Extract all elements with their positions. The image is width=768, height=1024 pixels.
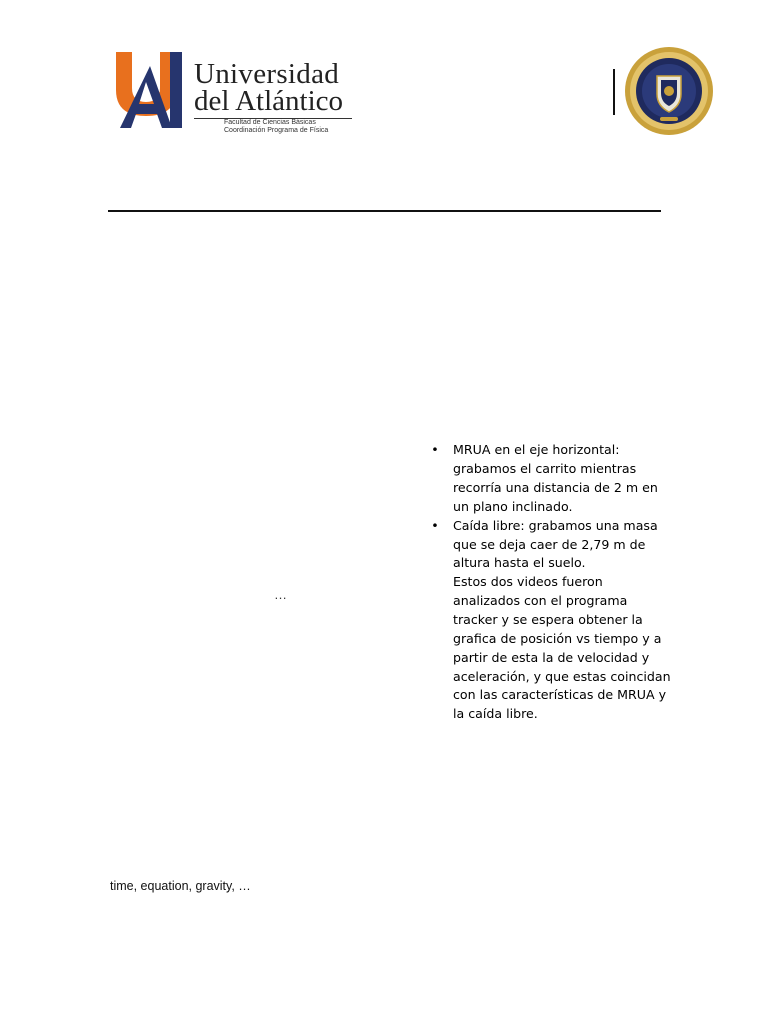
logo-text [194, 60, 352, 135]
list-item [430, 441, 670, 517]
bullet-glyph: • [431, 517, 439, 533]
bullet-list [430, 441, 670, 573]
bullet-glyph: • [431, 442, 439, 457]
analysis-paragraph: Estos dos videos fueron analizados con el programa tracker y se espera obtener la grafica de posición vs tiempo y a partir de esta la de velocidad y aceleración, y que estas coincidan con las características de MRUA y la caída libre. [453, 574, 671, 722]
truncation-marker: … [274, 587, 287, 602]
header-vertical-divider [613, 69, 615, 115]
accreditation-seal-icon [624, 46, 714, 136]
program-name: Coordinación Programa de Física [224, 127, 329, 134]
university-name-line1: Universidad [194, 58, 340, 90]
ua-monogram-icon [112, 48, 192, 132]
keywords-text: time, equation, gravity, … [110, 879, 251, 893]
list-item-text: MRUA en el eje horizontal: grabamos el carrito mientras recorría una distancia de 2 m en un plano inclinado. [453, 442, 658, 514]
university-name-line2: del Atlántico [194, 85, 343, 117]
faculty-name: Facultad de Ciencias Básicas [224, 119, 316, 126]
header-rule [108, 210, 661, 212]
university-logo [112, 48, 357, 132]
list-item [430, 517, 670, 574]
list-item-text: Caída libre: grabamos una masa que se deja caer de 2,79 m de altura hasta el suelo. [453, 517, 658, 571]
